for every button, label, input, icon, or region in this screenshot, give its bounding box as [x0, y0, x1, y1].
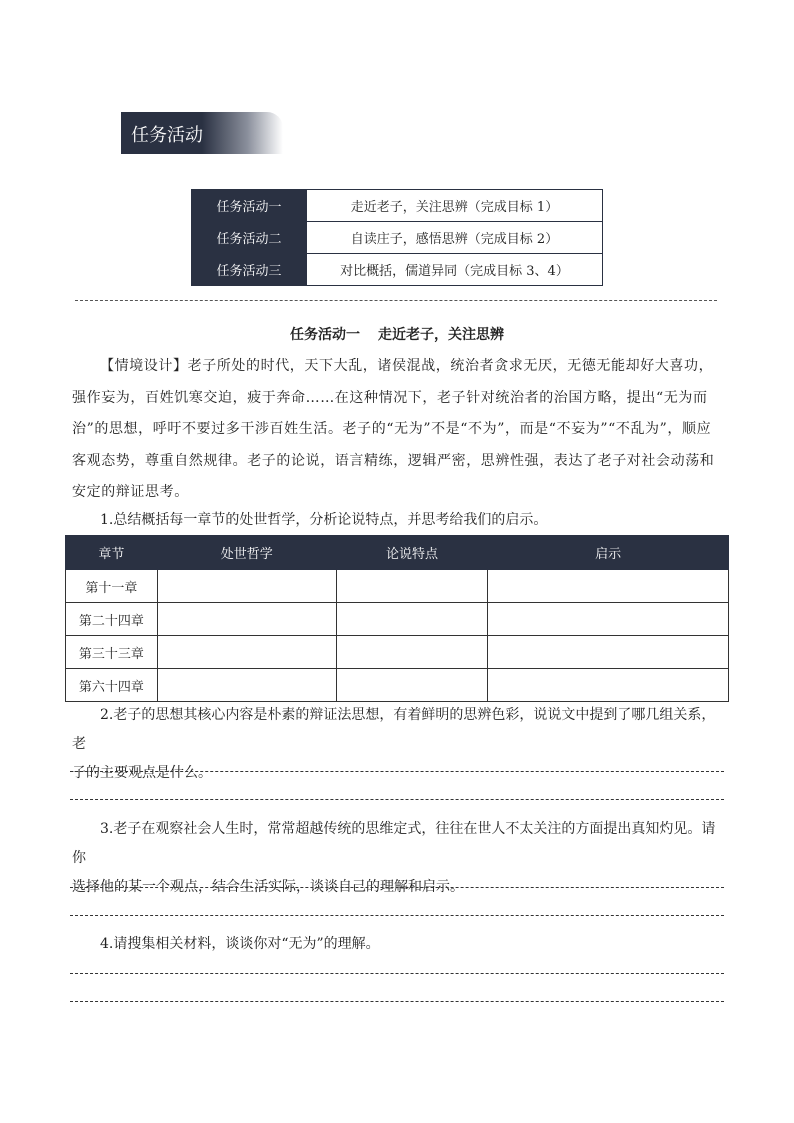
overview-row — [192, 254, 603, 286]
question-2-line2: 子的主要观点是什么。 — [72, 765, 212, 781]
answer-cell[interactable] — [336, 636, 488, 669]
answer-line[interactable] — [70, 1001, 724, 1002]
chapter-name: 第六十四章 — [66, 669, 158, 702]
overview-row — [192, 222, 603, 254]
question-3 — [72, 815, 724, 902]
question-4 — [72, 930, 724, 959]
chapter-name: 第十一章 — [66, 570, 158, 603]
answer-cell[interactable] — [488, 570, 729, 603]
section-title-part1: 任务活动一 — [290, 327, 360, 343]
answer-cell[interactable] — [488, 603, 729, 636]
answer-cell[interactable] — [157, 636, 336, 669]
chapter-name: 第三十三章 — [66, 636, 158, 669]
scenario-paragraph — [72, 351, 724, 509]
table-row — [66, 669, 729, 702]
scenario-text: 老子所处的时代，天下大乱，诸侯混战，统治者贪求无厌，无德无能却好大喜功，强作妄为，百姓饥寒交迫，疲于奔命……在这种情况下，老子针对统治者的治国方略，提出“无为而治”的思想，呼吁不要过多干涉百姓生活。老子的“无为”不是“不为”，而是“不妄为”“不乱为”，顺应客观态势，尊重自然规律。老子的论说，语言精练，逻辑严密，思辨性强，表达了老子对社会动荡和安定的辩证思考。 — [72, 358, 715, 500]
overview-label: 任务活动一 — [192, 190, 307, 222]
answer-line[interactable] — [70, 771, 724, 772]
question-4-text: 4.请搜集相关材料，谈谈你对“无为”的理解。 — [100, 936, 380, 952]
chapter-table-header — [66, 536, 729, 570]
overview-desc: 走近老子，关注思辨（完成目标 1） — [307, 190, 603, 222]
answer-line[interactable] — [70, 799, 724, 800]
overview-desc: 对比概括，儒道异同（完成目标 3、4） — [307, 254, 603, 286]
answer-cell[interactable] — [336, 570, 488, 603]
header-philosophy: 处世哲学 — [157, 536, 336, 570]
overview-label: 任务活动三 — [192, 254, 307, 286]
answer-cell[interactable] — [336, 669, 488, 702]
question-3-line2: 选择他的某一个观点，结合生活实际，谈谈自己的理解和启示。 — [72, 879, 464, 895]
chapter-table — [65, 535, 729, 702]
answer-line[interactable] — [70, 915, 724, 916]
question-2-line1: 2.老子的思想其核心内容是朴素的辩证法思想，有着鲜明的思辨色彩，说说文中提到了哪几组关系，老 — [72, 707, 716, 752]
table-row — [66, 636, 729, 669]
question-1-text: 1.总结概括每一章节的处世哲学，分析论说特点，并思考给我们的启示。 — [100, 512, 548, 528]
dashed-separator — [75, 300, 717, 301]
section-banner — [121, 112, 283, 154]
answer-cell[interactable] — [157, 603, 336, 636]
answer-cell[interactable] — [488, 669, 729, 702]
section-title — [0, 324, 794, 344]
answer-cell[interactable] — [336, 603, 488, 636]
question-3-line1: 3.老子在观察社会人生时，常常超越传统的思维定式，往往在世人不太关注的方面提出真知灼见。请你 — [72, 821, 716, 866]
table-row — [66, 570, 729, 603]
question-2 — [72, 701, 724, 788]
overview-row — [192, 190, 603, 222]
answer-cell[interactable] — [157, 570, 336, 603]
table-row — [66, 603, 729, 636]
answer-line[interactable] — [70, 887, 724, 888]
chapter-name: 第二十四章 — [66, 603, 158, 636]
answer-line[interactable] — [70, 973, 724, 974]
answer-cell[interactable] — [157, 669, 336, 702]
answer-cell[interactable] — [488, 636, 729, 669]
header-insight: 启示 — [488, 536, 729, 570]
banner-title: 任务活动 — [131, 125, 203, 146]
section-title-part2: 走近老子，关注思辨 — [378, 327, 504, 343]
question-1 — [72, 506, 724, 535]
overview-label: 任务活动二 — [192, 222, 307, 254]
header-features: 论说特点 — [336, 536, 488, 570]
task-overview-table — [191, 189, 603, 286]
overview-desc: 自读庄子，感悟思辨（完成目标 2） — [307, 222, 603, 254]
header-chapter: 章节 — [66, 536, 158, 570]
scenario-tag: 【情境设计】 — [100, 358, 188, 374]
